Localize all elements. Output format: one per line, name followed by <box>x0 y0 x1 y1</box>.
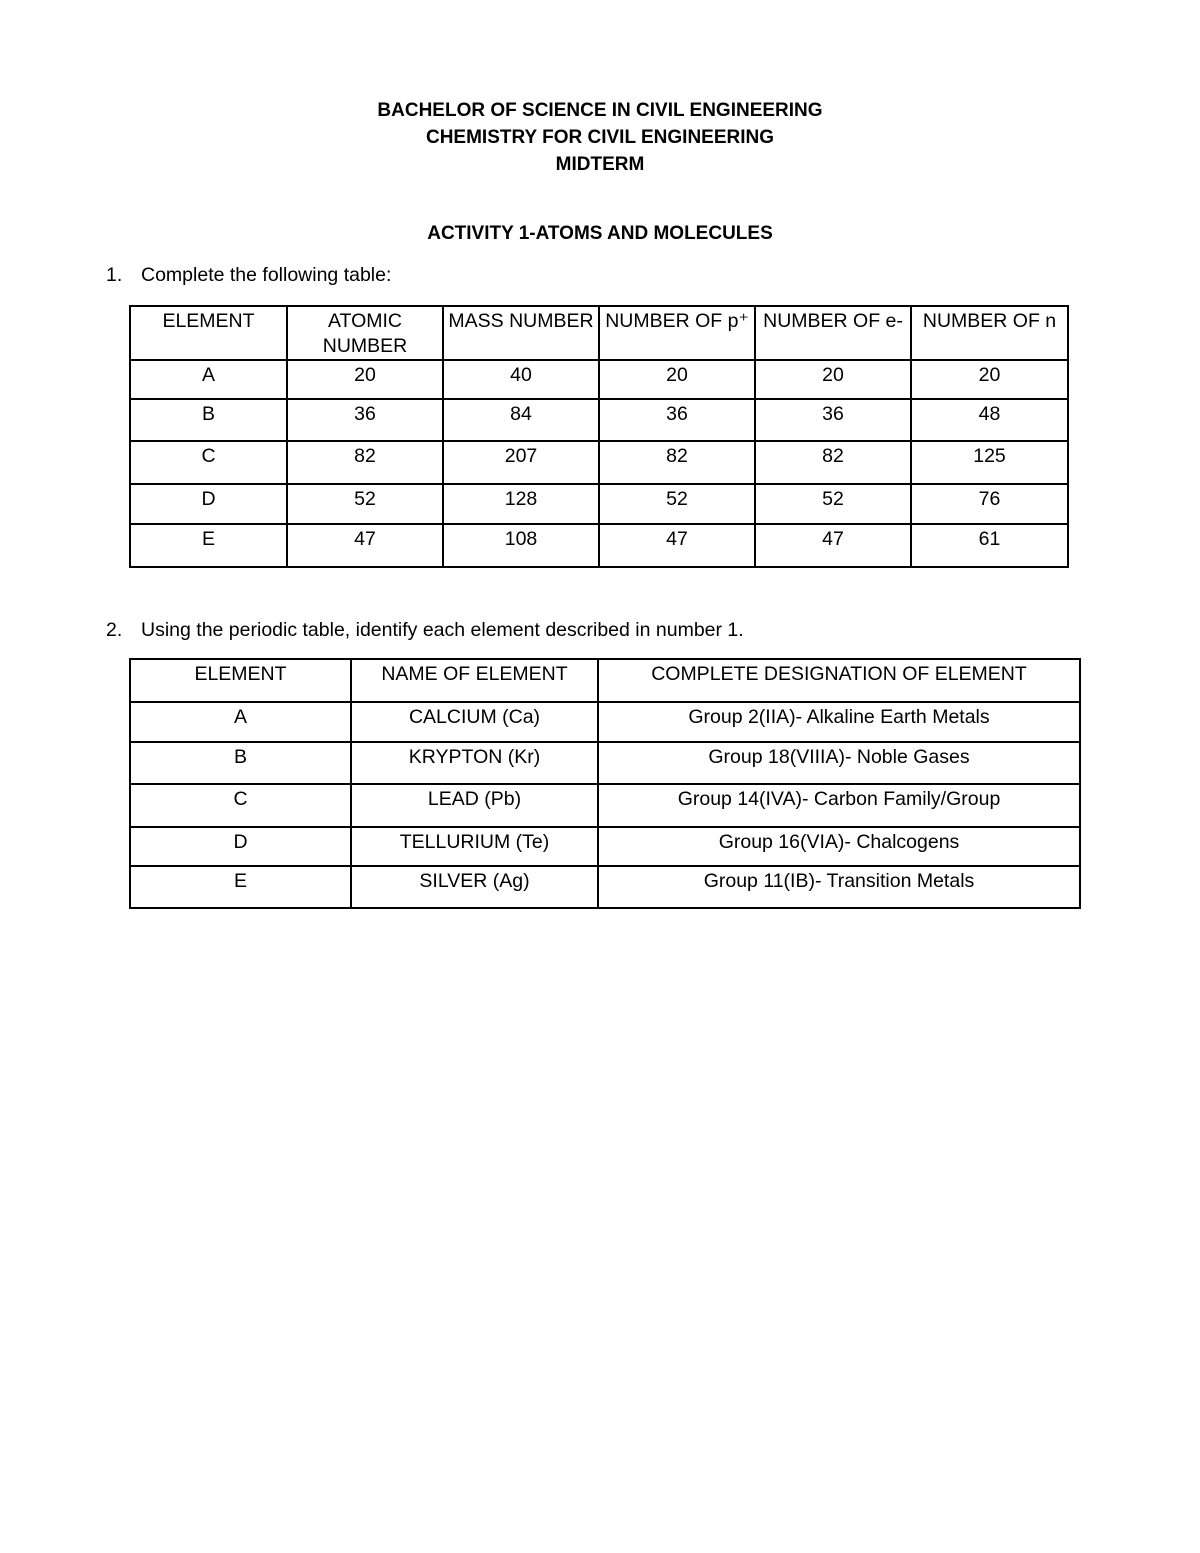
table-cell: Group 11(IB)- Transition Metals <box>598 866 1080 908</box>
table-cell: TELLURIUM (Te) <box>351 827 598 866</box>
table-row <box>130 702 1080 742</box>
table-row <box>130 827 1080 866</box>
question-1-text: Complete the following table: <box>141 264 392 286</box>
table-row <box>130 866 1080 908</box>
header-cell: ATOMIC NUMBER <box>287 306 443 360</box>
table-cell: 36 <box>755 399 911 441</box>
table-row <box>130 360 1068 399</box>
table-cell: E <box>130 866 351 908</box>
table-cell: B <box>130 399 287 441</box>
table-cell: LEAD (Pb) <box>351 784 598 827</box>
table-cell: 40 <box>443 360 599 399</box>
table-cell: 20 <box>599 360 755 399</box>
table-header-row <box>130 659 1080 702</box>
header-cell: COMPLETE DESIGNATION OF ELEMENT <box>598 659 1080 702</box>
table-cell: 36 <box>599 399 755 441</box>
table-cell: 82 <box>755 441 911 484</box>
table-cell: Group 18(VIIIA)- Noble Gases <box>598 742 1080 784</box>
course-title: CHEMISTRY FOR CIVIL ENGINEERING <box>425 127 775 148</box>
activity-title: ACTIVITY 1-ATOMS AND MOLECULES <box>427 223 773 244</box>
table-row <box>130 524 1068 567</box>
table-cell: 20 <box>287 360 443 399</box>
table-cell: 20 <box>755 360 911 399</box>
question-2 <box>106 617 744 643</box>
table-cell: CALCIUM (Ca) <box>351 702 598 742</box>
header-cell: NAME OF ELEMENT <box>351 659 598 702</box>
table-row <box>130 742 1080 784</box>
table-cell: A <box>130 702 351 742</box>
question-2-number: 2. <box>106 619 123 641</box>
table-cell: 82 <box>287 441 443 484</box>
header-cell: NUMBER OF n <box>911 306 1068 360</box>
term-title: MIDTERM <box>555 154 645 175</box>
table-cell: 47 <box>599 524 755 567</box>
header-cell: NUMBER OF p⁺ <box>599 306 755 360</box>
table-cell: SILVER (Ag) <box>351 866 598 908</box>
table-header-row <box>130 306 1068 360</box>
table-cell: 52 <box>755 484 911 524</box>
table-cell: 52 <box>287 484 443 524</box>
table-cell: KRYPTON (Kr) <box>351 742 598 784</box>
table-cell: C <box>130 441 287 484</box>
document-header <box>0 97 1200 178</box>
table-row <box>130 784 1080 827</box>
table-cell: 82 <box>599 441 755 484</box>
table-cell: Group 2(IIA)- Alkaline Earth Metals <box>598 702 1080 742</box>
table-cell: 76 <box>911 484 1068 524</box>
table-cell: 48 <box>911 399 1068 441</box>
table-row <box>130 441 1068 484</box>
table-cell: D <box>130 484 287 524</box>
table-cell: E <box>130 524 287 567</box>
table-cell: D <box>130 827 351 866</box>
header-cell: NUMBER OF e- <box>755 306 911 360</box>
table-cell: 47 <box>287 524 443 567</box>
table-cell: 108 <box>443 524 599 567</box>
header-cell: ELEMENT <box>130 306 287 360</box>
table-cell: C <box>130 784 351 827</box>
header-cell: ELEMENT <box>130 659 351 702</box>
table-cell: 20 <box>911 360 1068 399</box>
table-cell: Group 16(VIA)- Chalcogens <box>598 827 1080 866</box>
program-title: BACHELOR OF SCIENCE IN CIVIL ENGINEERING <box>377 100 823 121</box>
table-cell: 207 <box>443 441 599 484</box>
question-1 <box>106 262 391 288</box>
table-cell: 125 <box>911 441 1068 484</box>
table-cell: 61 <box>911 524 1068 567</box>
table-row <box>130 399 1068 441</box>
table-cell: 47 <box>755 524 911 567</box>
header-cell: MASS NUMBER <box>443 306 599 360</box>
element-identification-table <box>129 658 1081 909</box>
atomic-structure-table <box>129 305 1069 568</box>
table-cell: 36 <box>287 399 443 441</box>
table-cell: 52 <box>599 484 755 524</box>
question-2-text: Using the periodic table, identify each element described in number 1. <box>141 619 744 641</box>
table-cell: Group 14(IVA)- Carbon Family/Group <box>598 784 1080 827</box>
table-row <box>130 484 1068 524</box>
table-cell: 128 <box>443 484 599 524</box>
question-1-number: 1. <box>106 264 123 286</box>
table-cell: A <box>130 360 287 399</box>
table-cell: 84 <box>443 399 599 441</box>
table-cell: B <box>130 742 351 784</box>
